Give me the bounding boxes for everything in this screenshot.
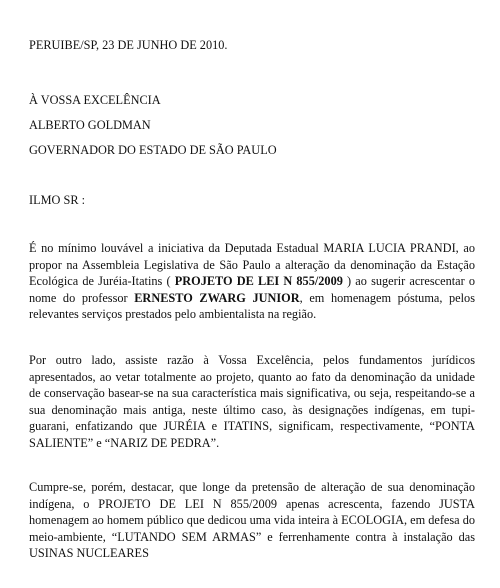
p1-text-g: , em homenagem póstuma, pelos relevantes serviços prestados pelo ambientalista na região. — [29, 290, 475, 321]
p1-text-c: , ao propor na Assembleia Legislativa de São Paulo a alteração da denominação da Estação Ecológica de Juréia-Itatins ( — [29, 241, 475, 288]
date-line: PERUIBE/SP, 23 DE JUNHO DE 2010. — [29, 38, 228, 52]
bill-number: PROJETO DE LEI N 855/2009 — [174, 274, 343, 288]
recipient-title: GOVERNADOR DO ESTADO DE SÃO PAULO — [29, 143, 277, 157]
paragraph-1 — [29, 240, 475, 323]
deputy-name: MARIA LUCIA PRANDI — [323, 241, 456, 255]
p1-text-e: ) ao sugerir acrescentar o nome do professor — [29, 274, 475, 305]
paragraph-3 — [29, 479, 475, 562]
salutation: ILMO SR : — [29, 193, 86, 207]
paragraph-2-text: Por outro lado, assiste razão à Vossa Excelência, pelos fundamentos jurídicos apresentados, ao vetar totalmente ao projeto, quanto ao fato da denominação da unidade de conservação basear-se na sua característica mais significativa, ou seja, respeitando-se a sua denominação mais antiga, neste último caso, às designações indígenas, em tupi-guarani, enfatizando que JURÉIA e ITATINS, significam, respectivamente, “PONTA SALIENTE” e “NARIZ DE PEDRA”. — [29, 353, 475, 450]
recipient-name: ALBERTO GOLDMAN — [29, 118, 151, 132]
professor-name: ERNESTO ZWARG JUNIOR — [134, 290, 300, 305]
recipient-line-1: À VOSSA EXCELÊNCIA — [29, 93, 161, 107]
paragraph-3-text: Cumpre-se, porém, destacar, que longe da pretensão de alteração de sua denominação indígena, o PROJETO DE LEI N 855/2009 apenas acrescenta, fazendo JUSTA homenagem ao homem público que dedicou uma vida inteira à ECOLOGIA, em defesa do meio-ambiente, “LUTANDO SEM ARMAS” e ferrenhamente contra à instalação das USINAS NUCLEARES — [29, 480, 475, 560]
p1-text-a: É no mínimo louvável a iniciativa da Deputada Estadual — [29, 241, 324, 255]
paragraph-2 — [29, 352, 475, 451]
